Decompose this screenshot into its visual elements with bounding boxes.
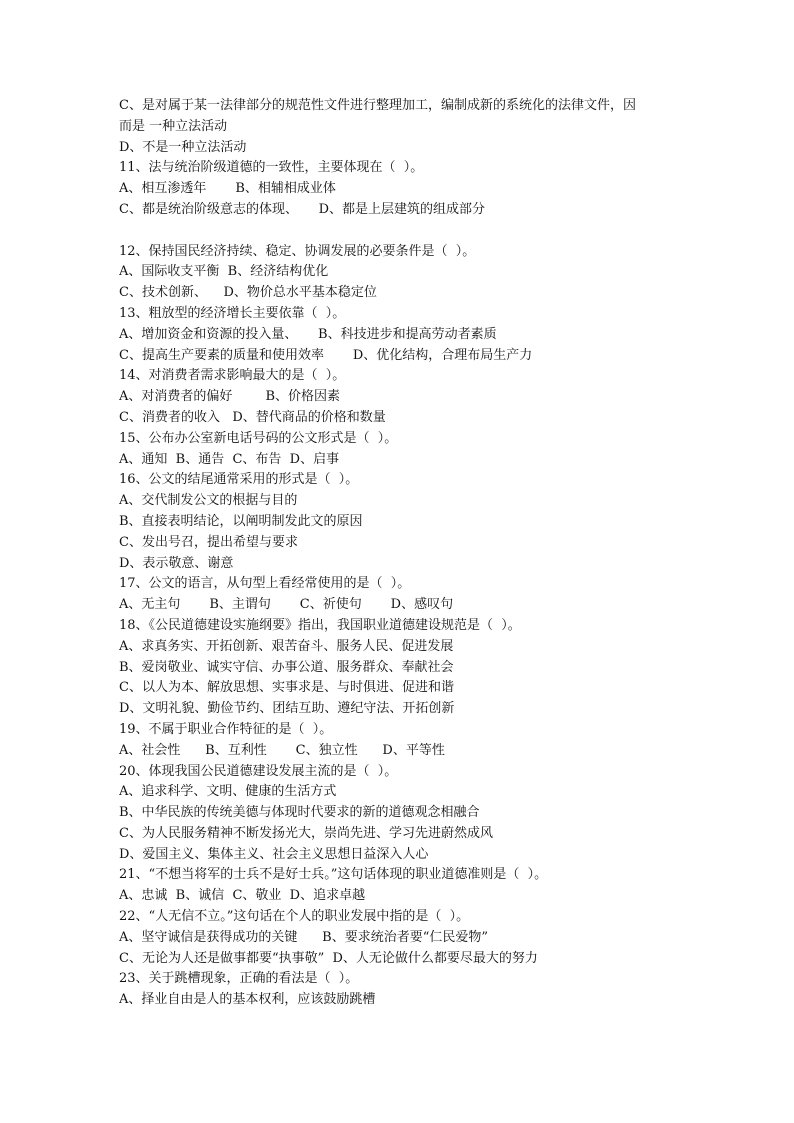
option-line: A、求真务实、开拓创新、艰苦奋斗、服务人民、促进发展 xyxy=(119,638,454,654)
option-line: C、以人为本、解放思想、实事求是、与时俱进、促进和谐 xyxy=(119,680,454,696)
option-line: C、发出号召，提出希望与要求 xyxy=(119,534,298,550)
option-line: A、忠诚 B、诚信 C、敬业 D、追求卓越 xyxy=(119,888,366,904)
option-line: A、交代制发公文的根据与目的 xyxy=(119,493,298,509)
question-line: 21、“不想当将军的士兵不是好士兵。”这句话体现的职业道德准则是（ ）。 xyxy=(119,867,548,883)
option-line: C、都是统治阶级意志的体现、 D、都是上层建筑的组成部分 xyxy=(119,201,486,217)
option-line: D、文明礼貌、勤俭节约、团结互助、遵纪守法、开拓创新 xyxy=(119,701,455,717)
option-line: A、国际收支平衡 B、经济结构优化 xyxy=(119,264,329,280)
option-line: C、提高生产要素的质量和使用效率 D、优化结构，合理布局生产力 xyxy=(119,347,533,363)
question-line: 17、公文的语言，从句型上看经常使用的是（ ）。 xyxy=(119,576,411,592)
question-line: 19、不属于职业合作特征的是（ ）。 xyxy=(119,721,333,737)
question-line: 12、保持国民经济持续、稳定、协调发展的必要条件是（ ）。 xyxy=(119,243,476,259)
question-line: 14、对消费者需求影响最大的是（ ）。 xyxy=(119,368,346,384)
text-line: 而是 一种立法活动 xyxy=(119,118,228,134)
option-line: D、爱国主义、集体主义、社会主义思想日益深入人心 xyxy=(119,846,429,862)
option-line: A、择业自由是人的基本权利，应该鼓励跳槽 xyxy=(119,992,376,1008)
question-line: 16、公文的结尾通常采用的形式是（ ）。 xyxy=(119,472,359,488)
option-line: C、为人民服务精神不断发扬光大，崇尚先进、学习先进蔚然成风 xyxy=(119,825,493,841)
question-line: 13、粗放型的经济增长主要依靠（ ）。 xyxy=(119,305,346,321)
blank-line xyxy=(119,221,714,242)
option-line: C、技术创新、 D、物价总水平基本稳定位 xyxy=(119,285,377,301)
option-line: A、相互渗透年 B、相辅相成业体 xyxy=(119,181,336,197)
question-line: 22、“人无信不立。”这句话在个人的职业发展中指的是（ ）。 xyxy=(119,909,470,925)
option-line: B、中华民族的传统美德与体现时代要求的新的道德观念相融合 xyxy=(119,805,480,821)
option-line: A、无主句 B、主谓句 C、祈使句 D、感叹句 xyxy=(119,597,454,613)
option-line: A、通知 B、通告 C、布告 D、启事 xyxy=(119,451,340,467)
text-line: C、是对属于某一法律部分的规范性文件进行整理加工，编制成新的系统化的法律文件，因 xyxy=(119,98,636,113)
option-line: A、追求科学、文明、健康的生活方式 xyxy=(119,784,337,800)
question-line: 18、《公民道德建设实施纲要》指出，我国职业道德建设规范是（ ）。 xyxy=(119,617,521,633)
question-line: 23、关于跳槽现象，正确的看法是（ ）。 xyxy=(119,971,359,987)
option-line: A、社会性 B、互利性 C、独立性 D、平等性 xyxy=(119,742,445,758)
option-line: D、表示敬意、谢意 xyxy=(119,555,234,571)
option-line: B、爱岗敬业、诚实守信、办事公道、服务群众、奉献社会 xyxy=(119,659,454,675)
option-line: C、无论为人还是做事都要“执事敬” D、人无论做什么都要尽最大的努力 xyxy=(119,950,538,966)
option-line: A、对消费者的偏好 B、价格因素 xyxy=(119,389,341,405)
question-line: 20、体现我国公民道德建设发展主流的是（ ）。 xyxy=(119,763,398,779)
option-line: B、直接表明结论，以阐明制发此文的原因 xyxy=(119,513,363,529)
question-line: 11、法与统治阶级道德的一致性，主要体现在（ ）。 xyxy=(119,160,424,176)
text-line: D、不是一种立法活动 xyxy=(119,139,247,155)
option-line: C、消费者的收入 D、替代商品的价格和数量 xyxy=(119,409,386,425)
option-line: A、增加资金和资源的投入量、 B、科技进步和提高劳动者素质 xyxy=(119,326,497,342)
question-line: 15、公布办公室新电话号码的公文形式是（ ）。 xyxy=(119,430,398,446)
option-line: A、坚守诚信是获得成功的关键 B、要求统治者要“仁民爱物” xyxy=(119,929,489,945)
